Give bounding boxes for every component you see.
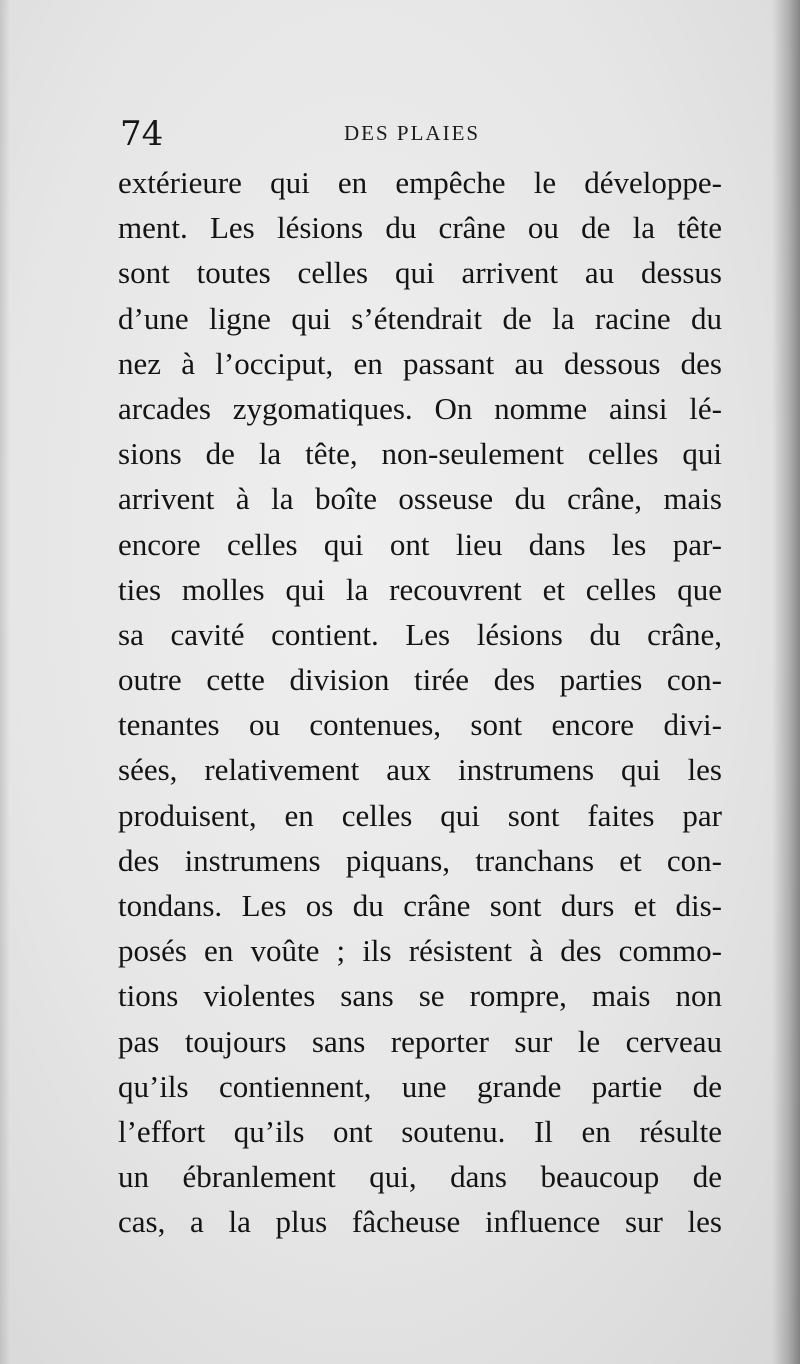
text-line: posés en voûte ; ils résistent à des commo- [118,933,722,969]
text-line: qu’ils contiennent, une grande partie de [118,1068,722,1104]
text-line: sions de la tête, non-seulement celles qui [118,436,722,472]
text-line: un ébranlement qui, dans beaucoup de [118,1159,722,1195]
text-line: extérieure qui en empêche le développe- [118,165,722,200]
text-line: tondans. Les os du crâne sont durs et dis- [118,888,722,923]
text-line: arcades zygomatiques. On nomme ainsi lé- [118,390,722,426]
text-line: pas toujours sans reporter sur le cerveau [118,1023,722,1059]
page-number: 74 [120,114,164,154]
running-head: DES PLAIES [344,121,481,145]
text-line: encore celles qui ont lieu dans les par- [118,526,722,562]
body-text [118,160,722,1245]
text-line: outre cette division tirée des parties con- [118,662,722,698]
text-line: ment. Les lésions du crâne ou de la tête [118,210,722,246]
text-line: produisent, en celles qui sont faites par [118,797,722,833]
text-line: cas, a la plus fâcheuse influence sur les [118,1204,722,1240]
text-line: sées, relativement aux instrumens qui les [118,752,722,788]
text-line: d’une ligne qui s’étendrait de la racine du [118,300,722,336]
text-line: l’effort qu’ils ont soutenu. Il en résulte [118,1113,722,1149]
text-line: ties molles qui la recouvrent et celles que [118,571,722,607]
text-line: sont toutes celles qui arrivent au dessus [118,255,722,291]
text-line: tenantes ou contenues, sont encore divi- [118,707,722,743]
page-left-edge [0,0,10,1364]
text-line: arrivent à la boîte osseuse du crâne, mais [118,481,722,517]
text-line: sa cavité contient. Les lésions du crâne, [118,616,722,652]
gutter-shadow [772,0,800,1364]
page-header [118,112,722,156]
text-line: des instrumens piquans, tranchans et con- [118,842,722,878]
text-line: tions violentes sans se rompre, mais non [118,978,722,1014]
text-line: nez à l’occiput, en passant au dessous des [118,345,722,381]
